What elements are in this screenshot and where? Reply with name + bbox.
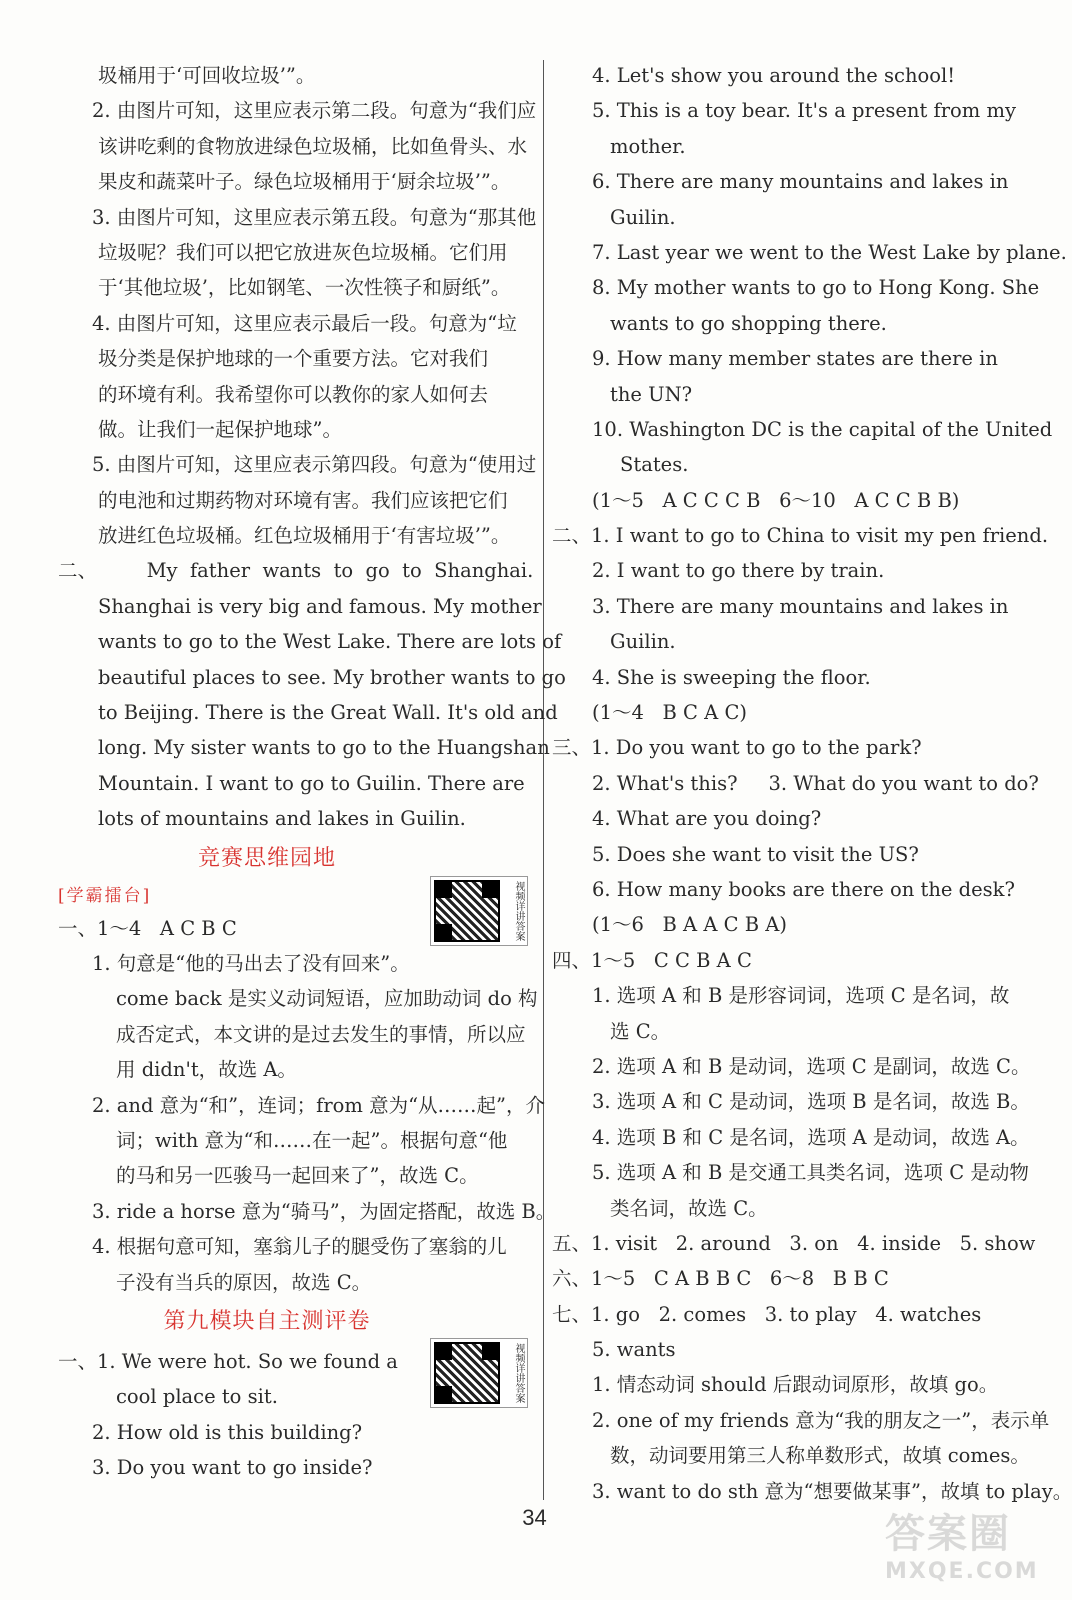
text-line: long. My sister wants to go to the Huangshan xyxy=(98,736,550,760)
answer-key-line: (1～6 B A A C B A) xyxy=(592,913,787,937)
watermark-text: 答案圈 xyxy=(885,1511,1011,1557)
page-number: 34 xyxy=(522,1505,547,1530)
text-line: 七、1. go 2. comes 3. to play 4. watches xyxy=(552,1302,982,1326)
text-line: 4. 选项 B 和 C 是名词，选项 A 是动词，故选 A。 xyxy=(592,1125,1030,1149)
text-line: 2. I want to go there by train. xyxy=(592,559,885,583)
text-line: 5. Does she want to visit the US? xyxy=(592,842,919,866)
right-column xyxy=(552,58,1072,1509)
qr-code-icon xyxy=(434,880,500,942)
text-line: cool place to sit. xyxy=(116,1385,278,1409)
qr-label: 视频详讲答案 xyxy=(513,1343,524,1403)
text-line: wants to go shopping there. xyxy=(610,311,887,335)
text-line: 该讲吃剩的食物放进绿色垃圾桶，比如鱼骨头、水 xyxy=(98,134,528,158)
text-line: 3. ride a horse 意为“骑马”，为固定搭配，故选 B。 xyxy=(92,1199,556,1223)
text-line: 1. 句意是“他的马出去了没有回来”。 xyxy=(92,951,410,975)
text-line: 2. How old is this building? xyxy=(92,1420,363,1444)
text-line: 1. 情态动词 should 后跟动词原形，故填 go。 xyxy=(592,1373,999,1397)
text-line: 5. 由图片可知，这里应表示第四段。句意为“使用过 xyxy=(92,453,537,477)
answer-block-2 xyxy=(58,911,556,1300)
text-line: 三、1. Do you want to go to the park? xyxy=(552,736,922,760)
column-divider xyxy=(543,60,544,1500)
text-line: 二、1. I want to go to China to visit my pen friend. xyxy=(552,524,1049,548)
left-column xyxy=(58,58,566,1485)
watermark-url: MXQE.COM xyxy=(885,1559,1039,1584)
text-line: 3. 由图片可知，这里应表示第五段。句意为“那其他 xyxy=(92,205,537,229)
text-line: 圾桶用于‘可回收垃圾’”。 xyxy=(98,64,316,87)
text-line: 做。让我们一起保护地球”。 xyxy=(98,417,342,441)
text-line: 1. 选项 A 和 B 是形容词词，选项 C 是名词，故 xyxy=(592,984,1010,1008)
text-line: lots of mountains and lakes in Guilin. xyxy=(98,807,466,831)
text-line: 8. My mother wants to go to Hong Kong. She xyxy=(592,276,1040,300)
text-line: 6. How many books are there on the desk? xyxy=(592,877,1015,901)
text-line: 2. and 意为“和”，连词；from 意为“从……起”，介 xyxy=(92,1093,546,1117)
text-line: 四、1～5 C C B A C xyxy=(552,948,752,972)
qr-code-icon xyxy=(434,1342,500,1404)
text-line: 果皮和蔬菜叶子。绿色垃圾桶用于‘厨余垃圾’”。 xyxy=(98,170,511,194)
text-line: 2. What's this? 3. What do you want to do? xyxy=(592,771,1039,795)
text-line: 一、1～4 A C B C xyxy=(58,916,237,940)
text-line: 一、1. We were hot. So we found a xyxy=(58,1349,398,1373)
text-line: 2. 由图片可知，这里应表示第二段。句意为“我们应 xyxy=(92,99,537,123)
text-line: 的马和另一匹骏马一起回来了”，故选 C。 xyxy=(116,1164,479,1188)
text-line: 二、 My father wants to go to Shanghai. xyxy=(58,559,534,583)
text-line: 10. Washington DC is the capital of the United xyxy=(592,417,1053,441)
text-line: 4. 由图片可知，这里应表示最后一段。句意为“垃 xyxy=(92,311,517,335)
text-line: 2. 选项 A 和 B 是动词，选项 C 是副词，故选 C。 xyxy=(592,1054,1031,1078)
text-line: to Beijing. There is the Great Wall. It's old and xyxy=(98,701,558,725)
text-line: States. xyxy=(620,453,689,477)
text-line: 数，动词要用第三人称单数形式，故填 comes。 xyxy=(610,1444,1030,1468)
text-line: 4. She is sweeping the floor. xyxy=(592,665,871,689)
text-line: 类名词，故选 C。 xyxy=(610,1196,768,1220)
text-line: 用 didn't，故选 A。 xyxy=(116,1058,297,1082)
text-line: 放进红色垃圾桶。红色垃圾桶用于‘有害垃圾’”。 xyxy=(98,524,511,548)
text-line: beautiful places to see. My brother wants to go xyxy=(98,665,566,689)
text-line: 成否定式，本文讲的是过去发生的事情，所以应 xyxy=(116,1022,526,1046)
text-line: the UN? xyxy=(610,382,693,406)
text-line: 6. There are many mountains and lakes in xyxy=(592,170,1009,194)
text-line: 3. There are many mountains and lakes in xyxy=(592,594,1009,618)
text-line: 于‘其他垃圾’，比如钢笔、一次性筷子和厨纸”。 xyxy=(98,276,511,300)
text-line: 7. Last year we went to the West Lake by plane. xyxy=(592,240,1067,264)
answer-key-line: (1～5 A C C C B 6～10 A C C B B) xyxy=(592,488,960,512)
qr-code[interactable] xyxy=(430,876,528,946)
text-line: 圾分类是保护地球的一个重要方法。它对我们 xyxy=(98,347,489,371)
answer-key-line: (1～4 B C A C) xyxy=(592,701,747,725)
section-tag: [学霸擂台] xyxy=(58,885,152,906)
text-line: mother. xyxy=(610,134,686,158)
qr-code[interactable] xyxy=(430,1338,528,1408)
text-line: 4. Let's show you around the school! xyxy=(592,64,956,87)
text-line: 3. 选项 A 和 C 是动词，选项 B 是名词，故选 B。 xyxy=(592,1090,1030,1114)
text-line: 六、1～5 C A B B C 6～8 B B C xyxy=(552,1267,889,1291)
text-line: 垃圾呢？我们可以把它放进灰色垃圾桶。它们用 xyxy=(98,240,508,264)
text-line: Mountain. I want to go to Guilin. There are xyxy=(98,771,525,795)
text-line: 5. 选项 A 和 B 是交通工具类名词，选项 C 是动物 xyxy=(592,1161,1029,1185)
watermark-logo xyxy=(885,1502,1055,1592)
text-line: 5. wants xyxy=(592,1338,676,1362)
text-line: 2. one of my friends 意为“我的朋友之一”，表示单 xyxy=(592,1408,1050,1432)
text-line: Shanghai is very big and famous. My mother xyxy=(98,594,542,618)
text-line: 5. This is a toy bear. It's a present from my xyxy=(592,99,1016,123)
text-line: wants to go to the West Lake. There are lots of xyxy=(98,630,562,654)
text-line: 3. Do you want to go inside? xyxy=(92,1456,373,1480)
text-line: come back 是实义动词短语，应加助动词 do 构 xyxy=(116,987,538,1011)
text-line: 3. want to do sth 意为“想要做某事”，故填 to play。 xyxy=(592,1479,1072,1503)
essay-block xyxy=(58,553,566,836)
section-title: 第九模块自主测评卷 xyxy=(163,1308,371,1334)
text-line: 的电池和过期药物对环境有害。我们应该把它们 xyxy=(98,488,508,512)
text-line: 4. What are you doing? xyxy=(592,807,822,831)
text-line: 9. How many member states are there in xyxy=(592,347,998,371)
section-title: 竞赛思维园地 xyxy=(197,845,336,871)
qr-label: 视频详讲答案 xyxy=(513,881,524,941)
text-line: 子没有当兵的原因，故选 C。 xyxy=(116,1270,372,1294)
text-line: 词；with 意为“和……在一起”。根据句意“他 xyxy=(116,1128,508,1152)
text-line: Guilin. xyxy=(610,205,676,229)
text-line: 的环境有利。我希望你可以教你的家人如何去 xyxy=(98,382,489,406)
text-line: 五、1. visit 2. around 3. on 4. inside 5. show xyxy=(552,1231,1036,1255)
text-line: Guilin. xyxy=(610,630,676,654)
text-line: 选 C。 xyxy=(610,1019,671,1043)
answer-block-1 xyxy=(58,58,536,553)
text-line: 4. 根据句意可知，塞翁儿子的腿受伤了塞翁的儿 xyxy=(92,1235,507,1259)
